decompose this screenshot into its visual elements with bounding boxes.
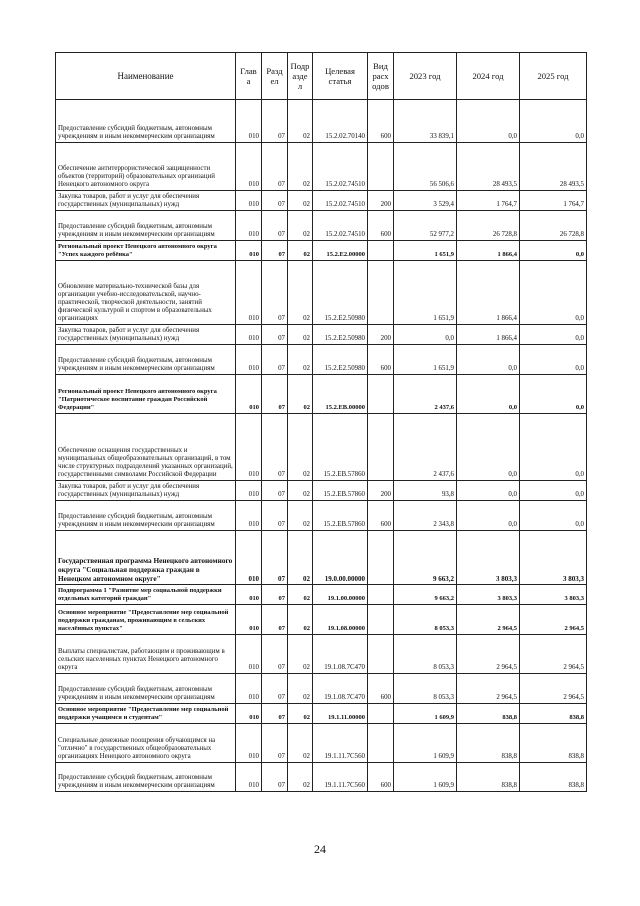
row-2025: 26 728,8 <box>520 211 587 241</box>
budget-table-sheet <box>55 52 586 792</box>
table-row <box>56 345 587 375</box>
row-2025: 838,8 <box>520 724 587 763</box>
row-2024: 1 866,4 <box>457 241 520 261</box>
row-glava: 010 <box>236 211 262 241</box>
row-vr: 600 <box>368 674 394 704</box>
row-2025: 0,0 <box>520 100 587 143</box>
row-glava: 010 <box>236 635 262 674</box>
row-2023: 1 651,9 <box>394 345 457 375</box>
row-article: 19.1.11.7С560 <box>313 763 368 792</box>
row-razdel: 07 <box>262 345 288 375</box>
row-article: 15.2.02.74510 <box>313 191 368 211</box>
header-2025: 2025 год <box>520 53 587 100</box>
row-razdel: 07 <box>262 605 288 635</box>
row-razdel: 07 <box>262 100 288 143</box>
row-glava: 010 <box>236 674 262 704</box>
row-razdel: 07 <box>262 531 288 585</box>
row-2023: 0,0 <box>394 325 457 345</box>
row-vr: 600 <box>368 345 394 375</box>
row-name: Подпрограмма 1 "Развитие мер социальной поддержки отдельных категорий граждан" <box>56 585 236 605</box>
row-vr: 600 <box>368 211 394 241</box>
row-vr <box>368 605 394 635</box>
row-name: Государственная программа Ненецкого автономного округа "Социальная поддержка граждан в Ненецком автономном округе" <box>56 531 236 585</box>
row-2025: 28 493,5 <box>520 143 587 191</box>
header-2024: 2024 год <box>457 53 520 100</box>
row-2024: 0,0 <box>457 375 520 414</box>
row-name: Предоставление субсидий бюджетным, автономным учреждениям и иным некоммерческим организациям <box>56 674 236 704</box>
row-razdel: 07 <box>262 325 288 345</box>
row-2024: 0,0 <box>457 481 520 501</box>
row-2025: 0,0 <box>520 325 587 345</box>
row-article: 19.1.11.7С560 <box>313 724 368 763</box>
row-2025: 0,0 <box>520 375 587 414</box>
row-podrazdel: 02 <box>288 763 313 792</box>
row-article: 15.2.ЕВ.00000 <box>313 375 368 414</box>
row-podrazdel: 02 <box>288 531 313 585</box>
row-2025: 2 964,5 <box>520 635 587 674</box>
row-glava: 010 <box>236 143 262 191</box>
row-2025: 0,0 <box>520 241 587 261</box>
row-2023: 2 343,8 <box>394 501 457 531</box>
header-2023: 2023 год <box>394 53 457 100</box>
table-row <box>56 191 587 211</box>
row-name: Специальные денежные поощрения обучающимся на "отлично" в государственных общеобразовательных организациях Ненецкого автономного округа <box>56 724 236 763</box>
row-2024: 0,0 <box>457 414 520 481</box>
row-podrazdel: 02 <box>288 724 313 763</box>
row-razdel: 07 <box>262 261 288 325</box>
row-2023: 9 663,2 <box>394 585 457 605</box>
row-name: Основное мероприятие "Предоставление мер социальной поддержки учащимся и студентам" <box>56 704 236 724</box>
row-razdel: 07 <box>262 241 288 261</box>
row-2025: 838,8 <box>520 704 587 724</box>
row-name: Обеспечение антитеррористической защищенности объектов (территорий) образовательных организаций Ненецкого автономного округа <box>56 143 236 191</box>
row-podrazdel: 02 <box>288 345 313 375</box>
row-glava: 010 <box>236 501 262 531</box>
table-row <box>56 261 587 325</box>
row-article: 19.0.00.00000 <box>313 531 368 585</box>
row-vr <box>368 414 394 481</box>
row-article: 19.1.11.00000 <box>313 704 368 724</box>
row-2023: 93,8 <box>394 481 457 501</box>
row-podrazdel: 02 <box>288 241 313 261</box>
row-podrazdel: 02 <box>288 325 313 345</box>
table-body <box>56 100 587 792</box>
row-2025: 3 803,3 <box>520 531 587 585</box>
row-podrazdel: 02 <box>288 191 313 211</box>
row-name: Закупка товаров, работ и услуг для обеспечения государственных (муниципальных) нужд <box>56 191 236 211</box>
row-article: 19.1.08.7С470 <box>313 635 368 674</box>
row-2023: 52 977,2 <box>394 211 457 241</box>
row-razdel: 07 <box>262 143 288 191</box>
row-2023: 2 437,6 <box>394 375 457 414</box>
row-2025: 0,0 <box>520 481 587 501</box>
row-article: 15.2.02.70140 <box>313 100 368 143</box>
row-article: 19.1.00.00000 <box>313 585 368 605</box>
row-glava: 010 <box>236 261 262 325</box>
row-2024: 2 964,5 <box>457 605 520 635</box>
row-2023: 3 529,4 <box>394 191 457 211</box>
row-vr <box>368 143 394 191</box>
header-article: Целевая статья <box>313 53 368 100</box>
row-razdel: 07 <box>262 585 288 605</box>
row-podrazdel: 02 <box>288 100 313 143</box>
row-razdel: 07 <box>262 414 288 481</box>
row-podrazdel: 02 <box>288 375 313 414</box>
row-2024: 3 803,3 <box>457 585 520 605</box>
row-name: Предоставление субсидий бюджетным, автономным учреждениям и иным некоммерческим организациям <box>56 100 236 143</box>
row-podrazdel: 02 <box>288 261 313 325</box>
row-podrazdel: 02 <box>288 211 313 241</box>
table-row <box>56 674 587 704</box>
row-name: Региональный проект Ненецкого автономного округа "Патриотическое воспитание граждан Российской Федерации" <box>56 375 236 414</box>
row-name: Региональный проект Ненецкого автономного округа "Успех каждого ребёнка" <box>56 241 236 261</box>
row-2023: 8 053,3 <box>394 605 457 635</box>
row-podrazdel: 02 <box>288 635 313 674</box>
row-vr <box>368 724 394 763</box>
row-vr: 200 <box>368 481 394 501</box>
row-2025: 0,0 <box>520 414 587 481</box>
row-glava: 010 <box>236 325 262 345</box>
row-razdel: 07 <box>262 191 288 211</box>
row-vr <box>368 261 394 325</box>
row-article: 15.2.ЕВ.57860 <box>313 481 368 501</box>
page-number: 24 <box>314 842 326 856</box>
row-vr <box>368 375 394 414</box>
row-2025: 3 803,3 <box>520 585 587 605</box>
row-name: Предоставление субсидий бюджетным, автономным учреждениям и иным некоммерческим организациям <box>56 345 236 375</box>
header-glava: Глав а <box>236 53 262 100</box>
row-2024: 838,8 <box>457 763 520 792</box>
row-razdel: 07 <box>262 635 288 674</box>
row-2025: 2 964,5 <box>520 674 587 704</box>
row-article: 19.1.08.7С470 <box>313 674 368 704</box>
row-2023: 1 651,9 <box>394 261 457 325</box>
row-2025: 0,0 <box>520 501 587 531</box>
row-2024: 838,8 <box>457 704 520 724</box>
row-razdel: 07 <box>262 211 288 241</box>
row-article: 19.1.08.00000 <box>313 605 368 635</box>
row-podrazdel: 02 <box>288 704 313 724</box>
row-2025: 838,8 <box>520 763 587 792</box>
row-glava: 010 <box>236 481 262 501</box>
row-2024: 2 964,5 <box>457 674 520 704</box>
row-vr <box>368 531 394 585</box>
table-row <box>56 763 587 792</box>
row-razdel: 07 <box>262 481 288 501</box>
row-podrazdel: 02 <box>288 605 313 635</box>
row-vr: 200 <box>368 325 394 345</box>
row-2024: 1 764,7 <box>457 191 520 211</box>
table-row <box>56 100 587 143</box>
row-2025: 2 964,5 <box>520 605 587 635</box>
table-row <box>56 531 587 585</box>
row-glava: 010 <box>236 375 262 414</box>
row-2025: 0,0 <box>520 345 587 375</box>
row-2023: 56 506,6 <box>394 143 457 191</box>
row-podrazdel: 02 <box>288 501 313 531</box>
row-article: 15.2.Е2.50980 <box>313 345 368 375</box>
row-2024: 2 964,5 <box>457 635 520 674</box>
row-glava: 010 <box>236 100 262 143</box>
row-article: 15.2.ЕВ.57860 <box>313 414 368 481</box>
row-podrazdel: 02 <box>288 481 313 501</box>
row-vr: 600 <box>368 763 394 792</box>
row-article: 15.2.ЕВ.57860 <box>313 501 368 531</box>
row-2024: 838,8 <box>457 724 520 763</box>
row-glava: 010 <box>236 585 262 605</box>
row-podrazdel: 02 <box>288 414 313 481</box>
row-glava: 010 <box>236 191 262 211</box>
header-razdel: Разд ел <box>262 53 288 100</box>
row-razdel: 07 <box>262 704 288 724</box>
row-name: Предоставление субсидий бюджетным, автономным учреждениям и иным некоммерческим организациям <box>56 763 236 792</box>
row-2023: 8 053,3 <box>394 635 457 674</box>
row-2025: 1 764,7 <box>520 191 587 211</box>
table-row <box>56 414 587 481</box>
row-2024: 28 493,5 <box>457 143 520 191</box>
row-2024: 0,0 <box>457 100 520 143</box>
row-article: 15.2.Е2.00000 <box>313 241 368 261</box>
row-name: Основное мероприятие "Предоставление мер социальной поддержки гражданам, проживающим в сельских населённых пунктах" <box>56 605 236 635</box>
row-vr <box>368 585 394 605</box>
row-glava: 010 <box>236 724 262 763</box>
header-podrazdel: Подр азде л <box>288 53 313 100</box>
row-glava: 010 <box>236 704 262 724</box>
row-name: Обновление материально-технической базы для организации учебно-исследовательской, научно-практической, творческой деятельности, занятий физической культурой и спортом в образовательных организациях <box>56 261 236 325</box>
row-vr <box>368 704 394 724</box>
row-2024: 3 803,3 <box>457 531 520 585</box>
table-row <box>56 724 587 763</box>
row-2024: 26 728,8 <box>457 211 520 241</box>
row-razdel: 07 <box>262 763 288 792</box>
row-2025: 0,0 <box>520 261 587 325</box>
table-row <box>56 501 587 531</box>
table-row <box>56 211 587 241</box>
row-2023: 1 609,9 <box>394 763 457 792</box>
row-glava: 010 <box>236 531 262 585</box>
row-2024: 1 866,4 <box>457 261 520 325</box>
table-row <box>56 143 587 191</box>
row-vr: 600 <box>368 100 394 143</box>
row-2023: 9 663,2 <box>394 531 457 585</box>
row-article: 15.2.Е2.50980 <box>313 325 368 345</box>
row-razdel: 07 <box>262 501 288 531</box>
row-name: Предоставление субсидий бюджетным, автономным учреждениям и иным некоммерческим организациям <box>56 501 236 531</box>
row-article: 15.2.Е2.50980 <box>313 261 368 325</box>
row-glava: 010 <box>236 763 262 792</box>
row-vr: 200 <box>368 191 394 211</box>
row-name: Обеспечение оснащения государственных и муниципальных общеобразовательных организаций, в том числе структурных подразделений указанных организаций, государственными символами Российской Федерации <box>56 414 236 481</box>
header-vr: Вид расх одов <box>368 53 394 100</box>
table-row <box>56 375 587 414</box>
row-razdel: 07 <box>262 674 288 704</box>
row-glava: 010 <box>236 345 262 375</box>
row-2023: 1 609,9 <box>394 724 457 763</box>
row-podrazdel: 02 <box>288 143 313 191</box>
row-vr <box>368 241 394 261</box>
row-article: 15.2.02.74510 <box>313 143 368 191</box>
row-2024: 0,0 <box>457 345 520 375</box>
table-header <box>56 53 587 100</box>
row-2023: 8 053,3 <box>394 674 457 704</box>
row-glava: 010 <box>236 241 262 261</box>
row-2023: 1 609,9 <box>394 704 457 724</box>
table-row <box>56 704 587 724</box>
row-glava: 010 <box>236 605 262 635</box>
header-name: Наименование <box>56 53 236 100</box>
row-glava: 010 <box>236 414 262 481</box>
table-row <box>56 585 587 605</box>
row-2024: 1 866,4 <box>457 325 520 345</box>
table-row <box>56 635 587 674</box>
row-2023: 33 839,1 <box>394 100 457 143</box>
table-row <box>56 481 587 501</box>
row-article: 15.2.02.74510 <box>313 211 368 241</box>
row-vr <box>368 635 394 674</box>
row-podrazdel: 02 <box>288 585 313 605</box>
row-2023: 2 437,6 <box>394 414 457 481</box>
table-row <box>56 605 587 635</box>
row-name: Закупка товаров, работ и услуг для обеспечения государственных (муниципальных) нужд <box>56 325 236 345</box>
row-2023: 1 651,9 <box>394 241 457 261</box>
budget-table <box>55 52 587 792</box>
row-vr: 600 <box>368 501 394 531</box>
row-name: Предоставление субсидий бюджетным, автономным учреждениям и иным некоммерческим организациям <box>56 211 236 241</box>
row-name: Закупка товаров, работ и услуг для обеспечения государственных (муниципальных) нужд <box>56 481 236 501</box>
row-name: Выплаты специалистам, работающим и проживающим в сельских населенных пунктах Ненецкого автономного округа <box>56 635 236 674</box>
row-razdel: 07 <box>262 375 288 414</box>
table-row <box>56 325 587 345</box>
table-row <box>56 241 587 261</box>
row-podrazdel: 02 <box>288 674 313 704</box>
row-razdel: 07 <box>262 724 288 763</box>
row-2024: 0,0 <box>457 501 520 531</box>
